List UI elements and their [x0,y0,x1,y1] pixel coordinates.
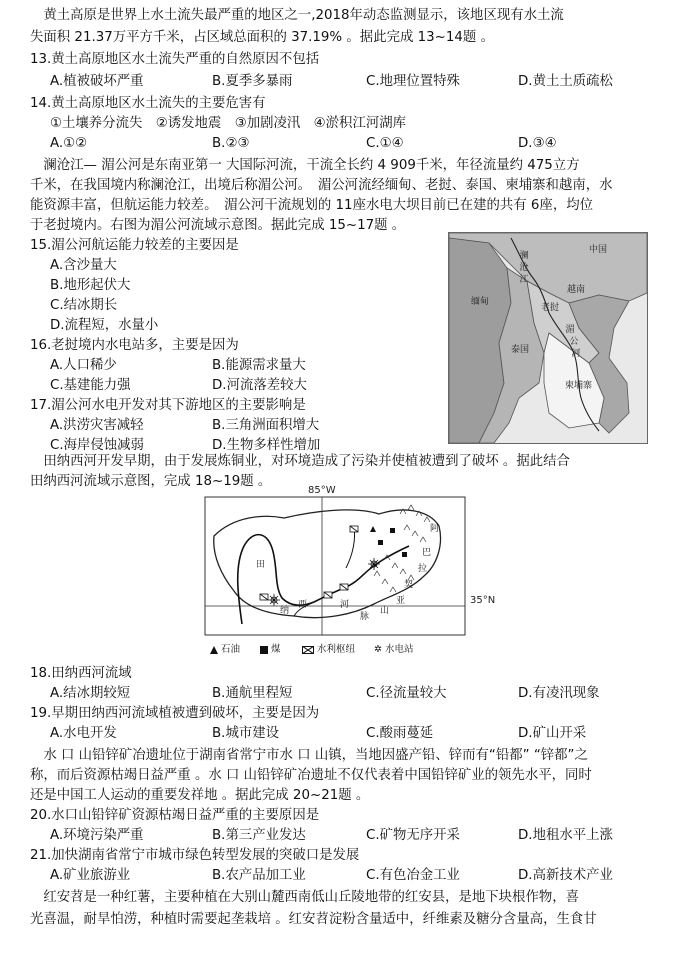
tn-label-ba: 巴 [422,548,432,558]
q21-option-b[interactable]: B.农产品加工业 [212,868,306,883]
question-20-stem: 20.水口山铅锌矿资源枯竭日益严重的主要原因是 [30,808,320,823]
q13-option-d[interactable]: D.黄土土质疏松 [518,74,613,89]
question-16-stem: 16.老挝境内水电站多，主要是因为 [30,338,239,353]
map-label-vietnam: 越南 [567,285,586,295]
question-21-stem: 21.加快湖南省常宁市城市绿色转型发展的突破口是发展 [30,848,360,863]
intro-shuikoushan-line-3: 还是中国工人运动的重要发祥地 。据此完成 20~21题 。 [30,788,370,803]
map-label-china: 中国 [589,245,608,255]
map-label-mei: 湄 [565,325,575,335]
q19-option-d[interactable]: D.矿山开采 [518,726,587,741]
map-label-gong: 公 [569,337,579,347]
q16-option-b[interactable]: B.能源需求量大 [212,358,306,373]
question-19-stem: 19.早期田纳西河流域植被遭到破坏，主要是因为 [30,706,320,721]
tn-label-tian: 田 [256,560,266,570]
intro-loess-line-1: 黄土高原是世界上水土流失最严重的地区之一,2018年动态监测显示，该地区现有水土流 [30,8,564,23]
intro-shuikoushan-line-2: 称，而后资源枯竭日益严重 。水 口 山铅锌矿冶遗址不仅代表着中国铅锌矿业的领先水平，同时 [30,768,592,783]
map-label-cang: 沧 [519,263,529,273]
mekong-basin-map [448,232,648,444]
map-label-lan: 澜 [519,251,529,261]
q14-items: ①土壤养分流失 ②诱发地震 ③加剧凌汛 ④淤积江河湖库 [50,116,407,131]
tennessee-basin-map [200,482,496,658]
q17-option-b[interactable]: B.三角洲面积增大 [212,418,320,433]
tn-label-xi: 西 [298,600,308,610]
question-13-stem: 13.黄土高原地区水土流失严重的自然原因不包括 [30,52,320,67]
question-18-stem: 18.田纳西河流域 [30,666,132,681]
tennessee-map-legend [210,640,460,656]
map-label-thailand: 泰国 [511,345,530,355]
oil-icon [210,646,218,654]
tn-label-la: 拉 [418,564,428,574]
intro-tennessee-line-1: 田纳西河开发早期，由于发展炼铜业，对环境造成了污染并使植被遭到了破坏 。据此结合 [30,454,570,469]
q13-option-a[interactable]: A.植被破坏严重 [50,74,144,89]
intro-hongan-line-1: 红安苕是一种红薯，主要种植在大别山麓西南低山丘陵地带的红安县，是地下块根作物，喜 [30,890,580,905]
intro-hongan-line-2: 光喜温，耐旱怕涝，种植时需要起垄栽培 。红安苕淀粉含量适中，纤维素及糖分含量高，生食甘 [30,912,597,927]
intro-shuikoushan-line-1: 水 口 山铅锌矿冶遗址位于湖南省常宁市水 口 山镇，当地因盛产铅、锌而有“铅都” “锌都”之 [30,748,588,763]
q18-option-c[interactable]: C.径流量较大 [366,686,447,701]
intro-mekong-line-2: 千米，在我国境内称澜沧江，出境后称湄公河。 湄公河流经缅甸、老挝、泰国、柬埔寨和越南，水 [30,178,613,193]
q16-option-a[interactable]: A.人口稀少 [50,358,117,373]
q14-option-a[interactable]: A.①② [50,136,88,151]
question-17-stem: 17.湄公河水电开发对其下游地区的主要影响是 [30,398,306,413]
tn-label-he: 河 [340,600,350,610]
mekong-map-drawing [449,233,647,443]
q17-option-a[interactable]: A.洪涝灾害减轻 [50,418,144,433]
hydro-station-icon: ✲ [374,644,382,655]
q13-option-c[interactable]: C.地理位置特殊 [366,74,460,89]
intro-mekong-line-1: 澜沧江— 湄公河是东南亚第一 大国际河流，干流全长约 4 909千米，年径流量约 475立方 [30,158,580,173]
q16-option-c[interactable]: C.基建能力强 [50,378,131,393]
legend-dam: 水利枢纽 [302,640,355,660]
intro-mekong-line-3: 能资源丰富，但航运能力较差。 湄公河干流规划的 11座水电大坝目前已在建的共有 6座，均位 [30,198,593,213]
intro-loess-line-2: 失面积 21.37万平方千米，占区域总面积的 37.19% 。据此完成 13~14题 。 [30,30,494,45]
q20-option-b[interactable]: B.第三产业发达 [212,828,306,843]
map-label-laos: 老挝 [541,303,560,313]
map-label-cambodia: 柬埔寨 [565,381,593,391]
q20-option-d[interactable]: D.地租水平上涨 [518,828,613,843]
q20-option-a[interactable]: A.环境污染严重 [50,828,144,843]
map-label-myanmar: 缅甸 [471,297,490,307]
q19-option-a[interactable]: A.水电开发 [50,726,117,741]
tn-label-mai: 脉 [360,612,370,622]
q21-option-c[interactable]: C.有色冶金工业 [366,868,460,883]
tn-label-a: 阿 [430,524,440,534]
map-label-jiang: 江 [519,275,529,285]
map-label-he: 河 [571,349,581,359]
q18-option-b[interactable]: B.通航里程短 [212,686,293,701]
dam-icon [302,646,314,654]
q14-option-b[interactable]: B.②③ [212,136,250,151]
q15-option-d[interactable]: D.流程短，水量小 [50,318,159,333]
q17-option-d[interactable]: D.生物多样性增加 [212,438,321,453]
legend-oil: 石油 [210,640,240,660]
tn-label-qi: 契 [404,580,414,590]
q20-option-c[interactable]: C.矿物无序开采 [366,828,460,843]
q19-option-c[interactable]: C.酸雨蔓延 [366,726,434,741]
legend-hydro: ✲ 水电站 [374,644,414,655]
q15-option-b[interactable]: B.地形起伏大 [50,278,131,293]
legend-coal: 煤 [260,640,281,660]
q14-option-d[interactable]: D.③④ [518,136,557,151]
tn-label-shan: 山 [380,606,390,616]
q13-option-b[interactable]: B.夏季多暴雨 [212,74,293,89]
q21-option-d[interactable]: D.高新技术产业 [518,868,613,883]
q21-option-a[interactable]: A.矿业旅游业 [50,868,131,883]
question-14-stem: 14.黄土高原地区水土流失的主要危害有 [30,96,266,111]
intro-mekong-line-4: 于老挝境内。右图为湄公河流域示意图。据此完成 15~17题 。 [30,218,406,233]
intro-tennessee-line-2: 田纳西河流域示意图，完成 18~19题 。 [30,474,272,489]
q17-option-c[interactable]: C.海岸侵蚀减弱 [50,438,144,453]
coal-icon [260,646,268,654]
map-latitude-35n: 35°N [470,595,496,606]
q15-option-a[interactable]: A.含沙量大 [50,258,117,273]
map-longitude-85w: 85°W [308,485,336,496]
q16-option-d[interactable]: D.河流落差较大 [212,378,307,393]
q18-option-a[interactable]: A.结冰期较短 [50,686,131,701]
q18-option-d[interactable]: D.有凌汛现象 [518,686,600,701]
question-15-stem: 15.湄公河航运能力较差的主要因是 [30,238,239,253]
q15-option-c[interactable]: C.结冰期长 [50,298,118,313]
tn-label-ya: 亚 [396,596,406,606]
q19-option-b[interactable]: B.城市建设 [212,726,280,741]
tn-label-na: 纳 [280,606,290,616]
q14-option-c[interactable]: C.①④ [366,136,404,151]
